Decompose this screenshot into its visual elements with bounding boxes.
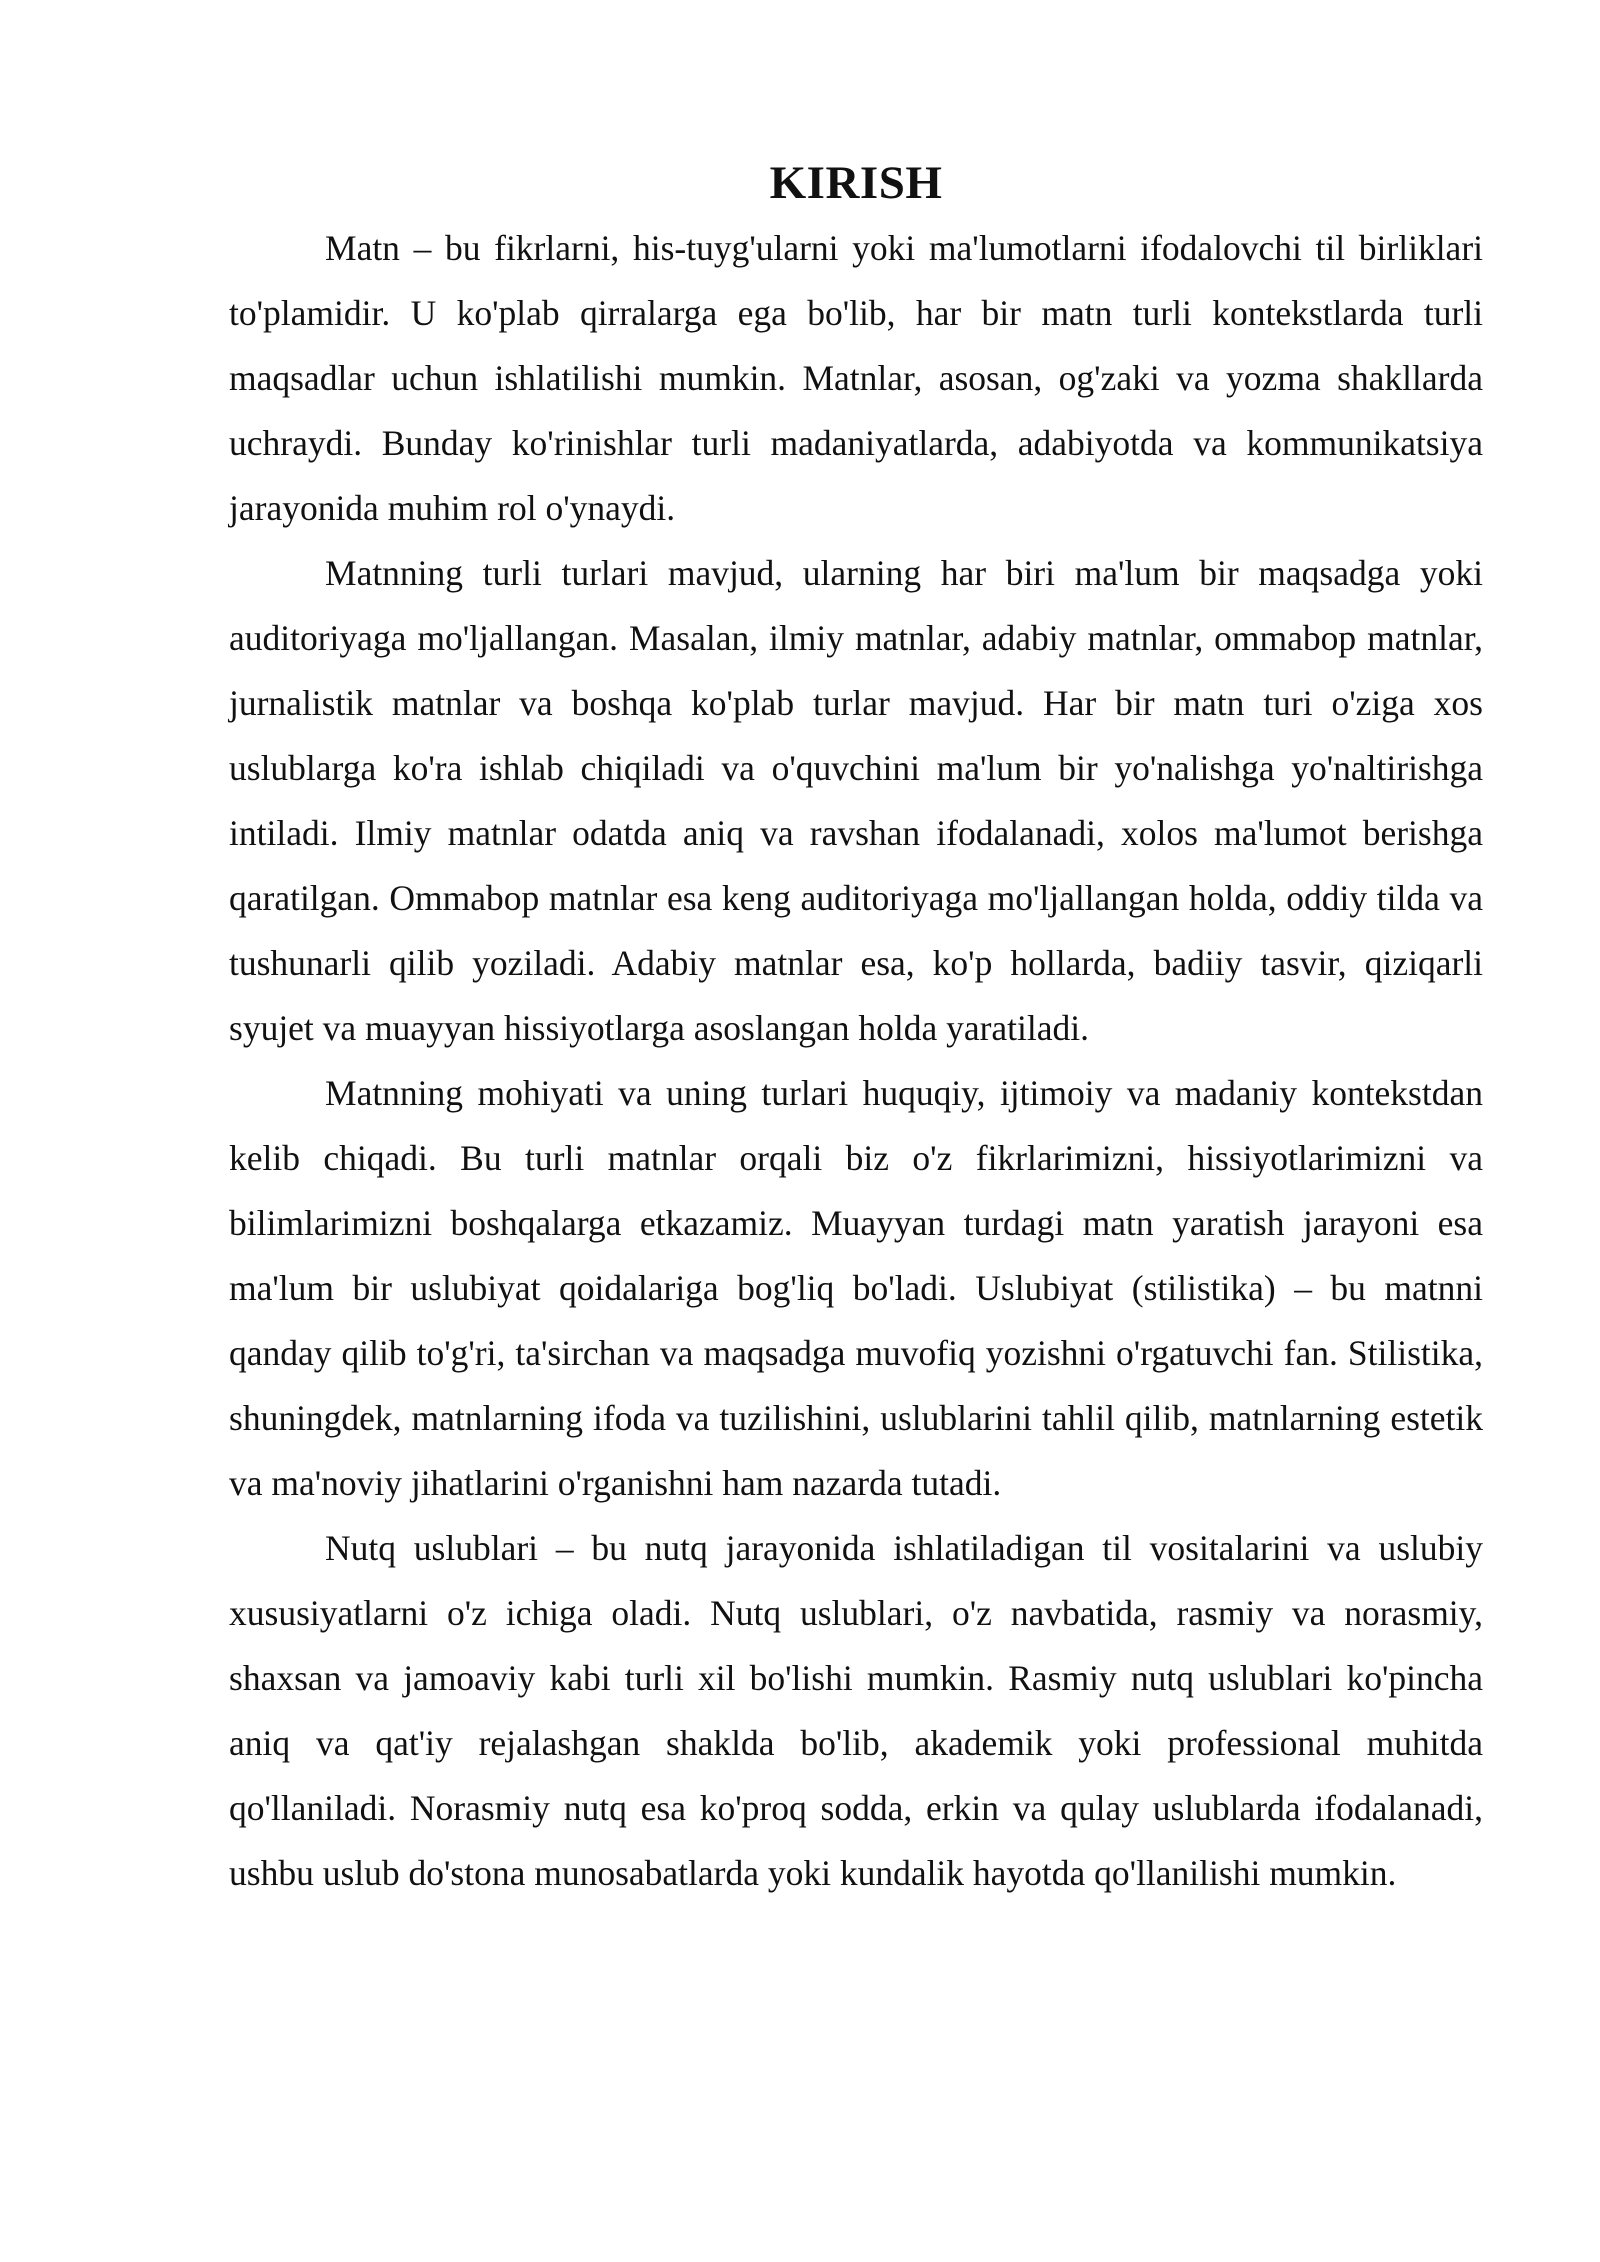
- document-body: [229, 150, 1483, 1906]
- paragraph: Matnning turli turlari mavjud, ularning har biri ma'lum bir maqsadga yoki auditoriyaga mo'ljallangan. Masalan, ilmiy matnlar, adabiy matnlar, ommabop matnlar, jurnalistik matnlar va boshqa ko'plab turlar mavjud. Har bir matn turi o'ziga xos uslublarga ko'ra ishlab chiqiladi va o'quvchini ma'lum bir yo'nalishga yo'naltirishga intiladi. Ilmiy matnlar odatda aniq va ravshan ifodalanadi, xolos ma'lumot berishga qaratilgan. Ommabop matnlar esa keng auditoriyaga mo'ljallangan holda, oddiy tilda va tushunarli qilib yoziladi. Adabiy matnlar esa, ko'p hollarda, badiiy tasvir, qiziqarli syujet va muayyan hissiyotlarga asoslangan holda yaratiladi.: [229, 553, 1483, 1048]
- paragraph: Nutq uslublari – bu nutq jarayonida ishlatiladigan til vositalarini va uslubiy xususiyatlarni o'z ichiga oladi. Nutq uslublari, o'z navbatida, rasmiy va norasmiy, shaxsan va jamoaviy kabi turli xil bo'lishi mumkin. Rasmiy nutq uslublari ko'pincha aniq va qat'iy rejalashgan shaklda bo'lib, akademik yoki professional muhitda qo'llaniladi. Norasmiy nutq esa ko'proq sodda, erkin va qulay uslublarda ifodalanadi, ushbu uslub do'stona munosabatlarda yoki kundalik hayotda qo'llanilishi mumkin.: [229, 1528, 1483, 1893]
- page-title: KIRISH: [769, 157, 943, 209]
- paragraph: Matnning mohiyati va uning turlari huquqiy, ijtimoiy va madaniy kontekstdan kelib chiqadi. Bu turli matnlar orqali biz o'z fikrlarimizni, hissiyotlarimizni va bilimlarimizni boshqalarga etkazamiz. Muayyan turdagi matn yaratish jarayoni esa ma'lum bir uslubiyat qoidalariga bog'liq bo'ladi. Uslubiyat (stilistika) – bu matnni qanday qilib to'g'ri, ta'sirchan va maqsadga muvofiq yozishni o'rgatuvchi fan. Stilistika, shuningdek, matnlarning ifoda va tuzilishini, uslublarini tahlil qilib, matnlarning estetik va ma'noviy jihatlarini o'rganishni ham nazarda tutadi.: [229, 1073, 1483, 1503]
- paragraph: Matn – bu fikrlarni, his-tuyg'ularni yoki ma'lumotlarni ifodalovchi til birliklari to'plamidir. U ko'plab qirralarga ega bo'lib, har bir matn turli kontekstlarda turli maqsadlar uchun ishlatilishi mumkin. Matnlar, asosan, og'zaki va yozma shakllarda uchraydi. Bunday ko'rinishlar turli madaniyatlarda, adabiyotda va kommunikatsiya jarayonida muhim rol o'ynaydi.: [229, 228, 1483, 528]
